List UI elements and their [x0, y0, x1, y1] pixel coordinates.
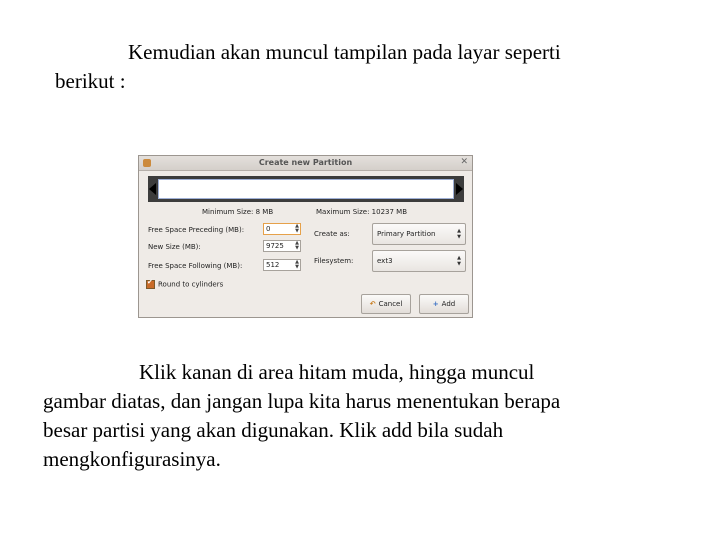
intro-line-2: berikut :: [55, 69, 126, 93]
outro-paragraph: [43, 358, 683, 474]
partition-size-bar[interactable]: [148, 176, 464, 202]
outro-line-1: Klik kanan di area hitam muda, hingga muncul: [139, 360, 535, 384]
add-button[interactable]: [419, 294, 469, 314]
cancel-icon: ↶: [369, 300, 376, 308]
filesystem-label: Filesystem:: [314, 257, 354, 265]
plus-icon: +: [432, 300, 439, 308]
outro-line-3: besar partisi yang akan digunakan. Klik add bila sudah: [43, 418, 504, 442]
filesystem-value: ext3: [377, 257, 393, 265]
maximum-size-label: Maximum Size: 10237 MB: [316, 208, 408, 216]
filesystem-select[interactable]: [372, 250, 466, 272]
free-space-preceding-input[interactable]: [263, 223, 301, 235]
free-space-preceding-label: Free Space Preceding (MB):: [148, 226, 245, 234]
right-resize-arrow-icon[interactable]: [456, 183, 463, 195]
round-to-cylinders-label: Round to cylinders: [158, 280, 224, 289]
spin-arrows-icon[interactable]: ▲ ▼: [295, 240, 299, 251]
cancel-button-label: Cancel: [378, 300, 403, 308]
new-size-value: 9725: [266, 242, 284, 250]
free-space-preceding-value: 0: [266, 225, 271, 233]
create-as-select[interactable]: [372, 223, 466, 245]
create-as-label: Create as:: [314, 230, 350, 238]
add-button-label: Add: [441, 300, 456, 308]
spin-arrows-icon[interactable]: ▲ ▼: [295, 259, 299, 270]
outro-line-4: mengkonfigurasinya.: [43, 447, 221, 471]
intro-line-1: Kemudian akan muncul tampilan pada layar seperti: [128, 40, 561, 64]
minimum-size-label: Minimum Size: 8 MB: [202, 208, 274, 216]
free-space-following-value: 512: [266, 261, 280, 269]
create-as-value: Primary Partition: [377, 230, 436, 238]
checkbox-checked-icon[interactable]: [146, 280, 155, 289]
dialog-title: Create new Partition: [258, 158, 353, 167]
new-size-input[interactable]: [263, 240, 301, 252]
free-space-following-label: Free Space Following (MB):: [148, 262, 243, 270]
intro-paragraph: [55, 38, 655, 96]
close-icon[interactable]: ✕: [460, 157, 468, 167]
cancel-button[interactable]: [361, 294, 411, 314]
combo-arrows-icon: ▲ ▼: [457, 255, 461, 267]
round-to-cylinders-checkbox[interactable]: [146, 280, 223, 289]
create-partition-dialog: [138, 155, 473, 318]
free-space-following-input[interactable]: [263, 259, 301, 271]
spin-arrows-icon[interactable]: ▲ ▼: [295, 223, 299, 234]
partition-area[interactable]: [158, 179, 454, 199]
new-size-label: New Size (MB):: [148, 243, 201, 251]
combo-arrows-icon: ▲ ▼: [457, 228, 461, 240]
left-resize-arrow-icon[interactable]: [149, 183, 156, 195]
outro-line-2: gambar diatas, dan jangan lupa kita harus menentukan berapa: [43, 389, 561, 413]
dialog-titlebar: [139, 156, 472, 171]
